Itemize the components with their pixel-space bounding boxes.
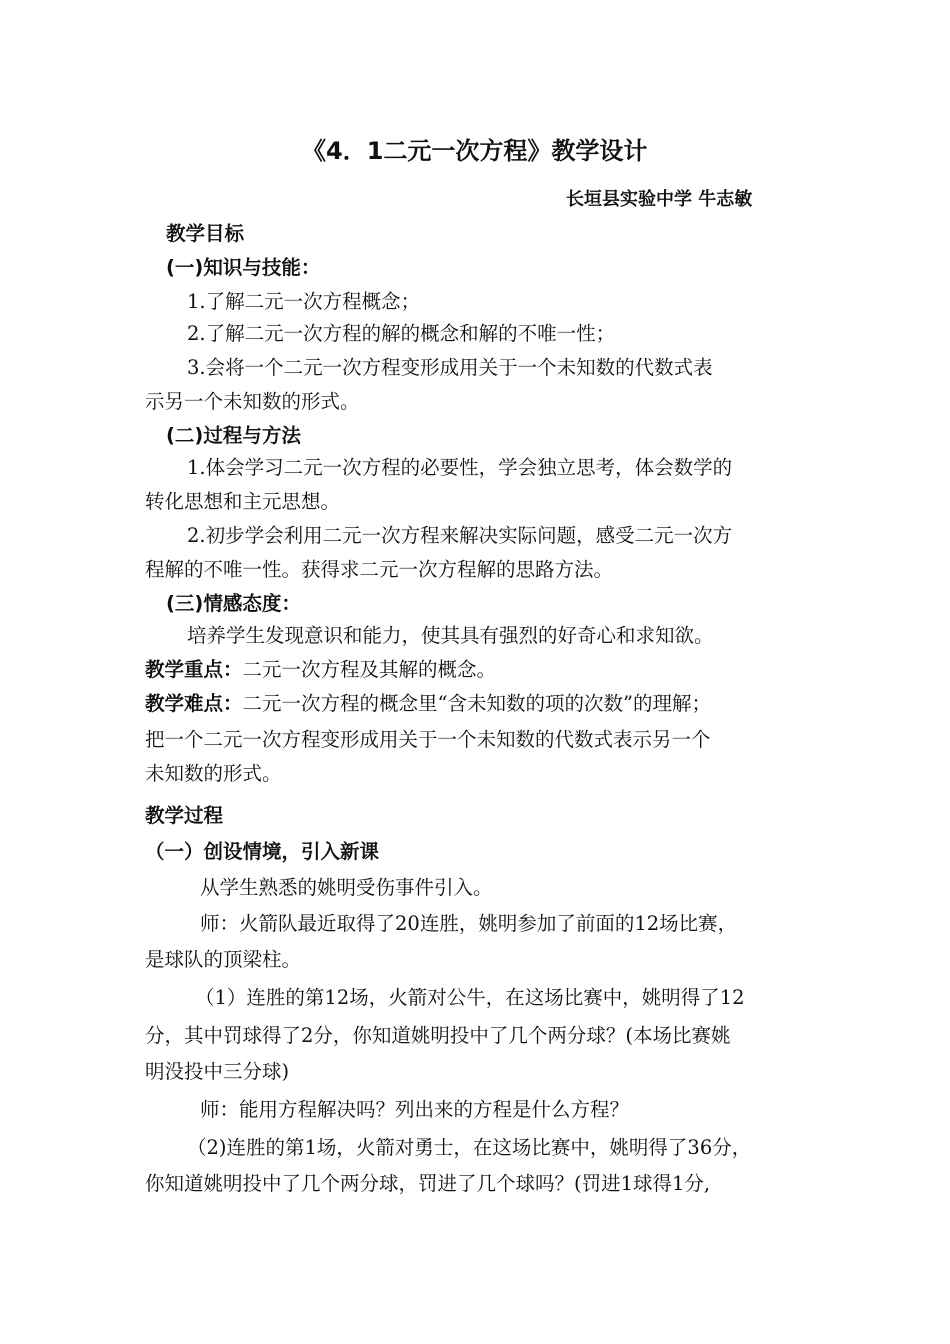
heading-objectives: 教学目标 — [166, 222, 245, 245]
document-title: 《4．1二元一次方程》教学设计 — [302, 137, 648, 165]
difficulty-text-1: 二元一次方程的概念里“含未知数的项的次数”的理解； — [242, 692, 711, 715]
difficulty-line2: 把一个二元一次方程变形成用关于一个未知数的代数式表示另一个 — [145, 728, 711, 751]
paragraph-1: 从学生熟悉的姚明受伤事件引入。 — [200, 876, 493, 899]
paragraph-3: 师：能用方程解决吗？列出来的方程是什么方程？ — [200, 1098, 630, 1121]
question-1-line2: 分，其中罚球得了2分，你知道姚明投中了几个两分球？(本场比赛姚 — [145, 1024, 731, 1047]
s1-item1: 1.了解二元一次方程概念； — [187, 290, 421, 313]
question-2-line2: 你知道姚明投中了几个两分球，罚进了几个球吗？(罚进1球得1分, — [145, 1172, 711, 1195]
author-line: 长垣县实验中学 牛志敏 — [566, 189, 753, 210]
section2-heading: (二)过程与方法 — [166, 424, 301, 447]
question-1-line1: （1）连胜的第12场，火箭对公牛，在这场比赛中，姚明得了12 — [195, 986, 745, 1009]
s1-item2: 2.了解二元一次方程的解的概念和解的不唯一性； — [187, 322, 616, 345]
section3-heading: (三)情感态度： — [166, 592, 301, 615]
paragraph-2-line2: 是球队的顶梁柱。 — [145, 948, 302, 971]
s3-text: 培养学生发现意识和能力，使其具有强烈的好奇心和求知欲。 — [187, 624, 714, 647]
difficulty-line3: 未知数的形式。 — [145, 762, 282, 785]
process-sub1: （一）创设情境，引入新课 — [145, 840, 380, 863]
s2-item1-line1: 1.体会学习二元一次方程的必要性，学会独立思考，体会数学的 — [187, 456, 733, 479]
s1-item3-line2: 示另一个未知数的形式。 — [145, 390, 360, 413]
difficulty-label: 教学难点： — [145, 692, 243, 715]
section1-heading: (一)知识与技能： — [166, 256, 321, 279]
s2-item2-line1: 2.初步学会利用二元一次方程来解决实际问题，感受二元一次方 — [187, 524, 733, 547]
difficulty-line1 — [145, 692, 711, 716]
paragraph-2-line1: 师：火箭队最近取得了20连胜，姚明参加了前面的12场比赛， — [200, 912, 738, 935]
process-heading: 教学过程 — [145, 804, 224, 827]
key-label: 教学重点： — [145, 658, 243, 681]
s1-item3-line1: 3.会将一个二元一次方程变形成用关于一个未知数的代数式表 — [187, 356, 713, 379]
key-text: 二元一次方程及其解的概念。 — [242, 658, 497, 681]
question-1-line3: 明没投中三分球) — [145, 1060, 290, 1083]
s2-item1-line2: 转化思想和主元思想。 — [145, 490, 341, 513]
key-points — [145, 658, 496, 682]
question-2-line1: （2)连胜的第1场，火箭对勇士，在这场比赛中，姚明得了36分， — [187, 1136, 752, 1159]
s2-item2-line2: 程解的不唯一性。获得求二元一次方程解的思路方法。 — [145, 558, 614, 581]
